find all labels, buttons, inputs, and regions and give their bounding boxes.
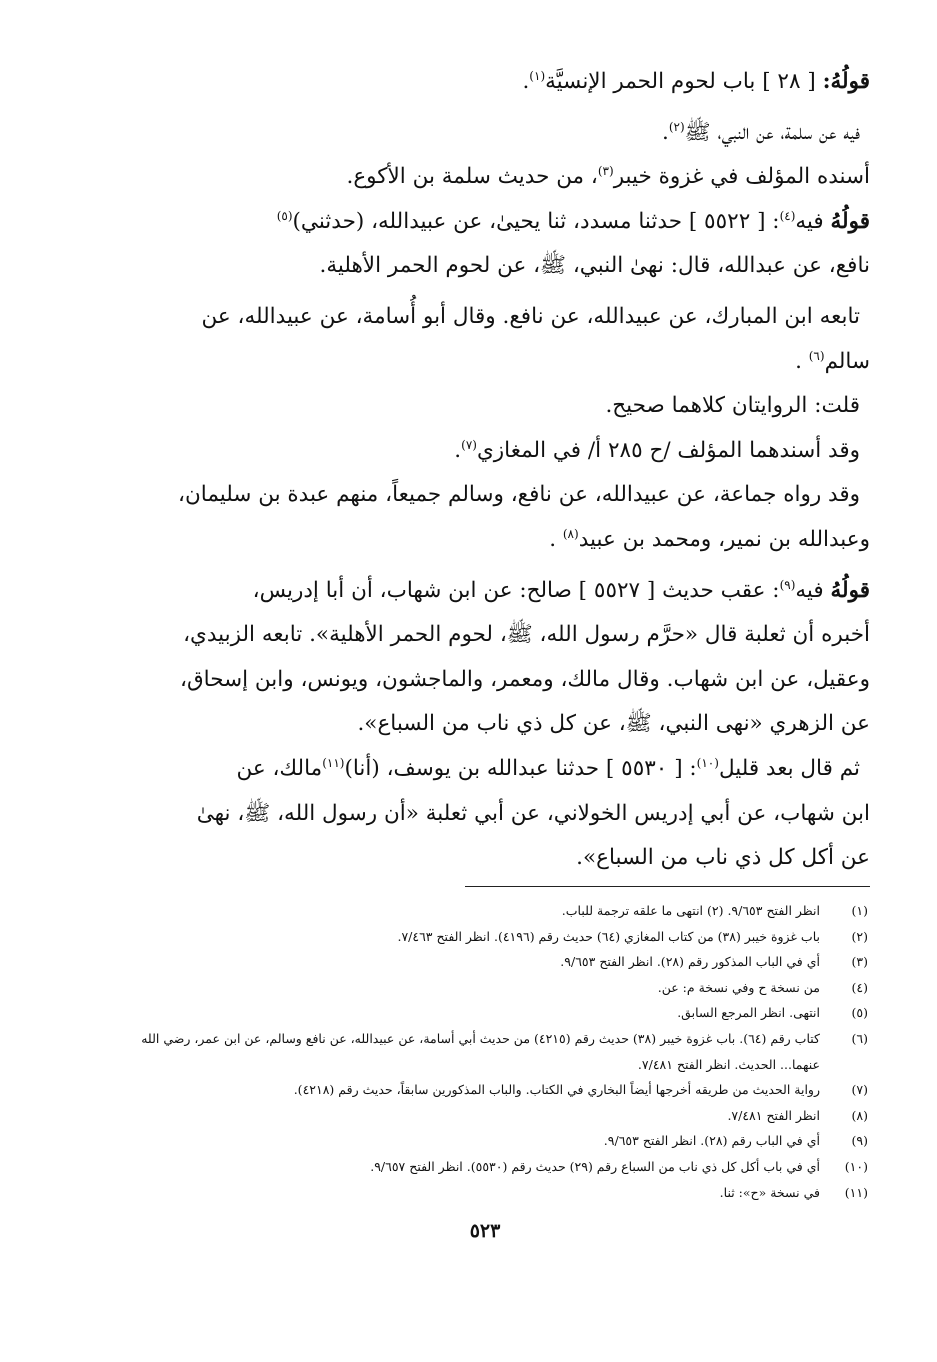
- footnote-ref[interactable]: (١١): [322, 755, 345, 770]
- footnote-number: (١٠): [844, 1158, 868, 1174]
- footnote-ref[interactable]: (١٠): [696, 755, 719, 770]
- footnote-number: (٥): [851, 1005, 868, 1021]
- text-line: أسنده المؤلف في غزوة خيبر$^{(٣)}$، من حديث سلمة بن الأكوع.: [346, 164, 870, 190]
- footnote: [100, 1077, 870, 1103]
- footnote-text: في نسخة «ح»: ثنا.: [719, 1184, 820, 1200]
- footnote-text: أي في باب أكل كل ذي ناب من السباع رقم (٢٩) حديث رقم (٥٥٣٠). انظر الفتح ٩/٦٥٧.: [370, 1158, 820, 1174]
- footnote-text: رواية الحديث من طريقه أخرجها أيضاً البخاري في الكتاب. والباب المذكورين سابقاً، حديث رقم (٤٢١٨).: [293, 1082, 820, 1098]
- footnote: [100, 1026, 870, 1077]
- text-line: وعقيل، عن ابن شهاب. وقال مالك، ومعمر، والماجشون، ويونس، وابن إسحاق،: [180, 666, 870, 692]
- footnote-number: (١): [851, 903, 868, 918]
- text-line: نافع، عن عبدالله، قال: نهىٰ النبي، ﷺ، عن لحوم الحمر الأهلية.: [319, 253, 870, 279]
- text-line: فيه عن سلمة، عن النبي، ﷺ$^{(٢)}$.: [662, 119, 860, 145]
- footnote-number: (٤): [851, 979, 868, 995]
- footnote: [100, 1000, 870, 1026]
- footnote-text: باب غزوة خيبر (٣٨) من كتاب المغازي (٦٤) حديث رقم (٤١٩٦). انظر الفتح ٧/٤٦٣.: [397, 928, 820, 944]
- footnote-ref[interactable]: (٦): [808, 348, 825, 363]
- text-line: وقد أسندهما المؤلف /ح ٢٨٥ أ/ في المغازي$^{(٧)}$.: [454, 437, 860, 463]
- text-line: عن الزهري «نهى النبي، ﷺ، عن كل ذي ناب من السباع».: [357, 711, 870, 737]
- footnote: [100, 898, 870, 924]
- footnote-text: انتهى. انظر المرجع السابق.: [677, 1005, 820, 1021]
- text-line: سالم$^{(٦)}$ .: [795, 348, 870, 374]
- footnote-number: (٧): [851, 1082, 868, 1098]
- footnote-text: كتاب رقم (٦٤). باب غزوة خيبر (٣٨) حديث رقم (٤٢١٥) من حديث أبي أسامة، عن عبيدالله، عن نافع وسالم، عن ابن عمر، رضي الله عنهما... الحديث. انظر الفتح ٧/٤٨١.: [141, 1030, 820, 1072]
- text-line: تابعه ابن المبارك، عن عبيدالله، عن نافع. وقال أبو أُسامة، عن عبيدالله، عن: [201, 303, 860, 329]
- footnote-text: انظر الفتح ٧/٤٨١.: [727, 1107, 820, 1123]
- footnote-ref[interactable]: (١): [529, 68, 546, 83]
- text-line: قلت: الروايتان كلاهما صحيح.: [605, 393, 860, 419]
- text-line: عن أكل كل ذي ناب من السباع».: [576, 845, 870, 871]
- text-line: وقد رواه جماعة، عن عبيدالله، عن نافع، وسالم جميعاً، منهم عبدة بن سليمان،: [178, 482, 860, 508]
- footnote-ref[interactable]: (٨): [562, 526, 579, 541]
- document-page: [100, 60, 870, 1310]
- page-number: ٥٢٣: [469, 1220, 501, 1242]
- footnote-number: (٨): [851, 1107, 868, 1123]
- footnote-ref[interactable]: (٣): [597, 164, 614, 179]
- text-line: أخبره أن ثعلبة قال «حرَّم رسول الله، ﷺ، لحوم الحمر الأهلية». تابعه الزبيدي،: [183, 622, 870, 648]
- text-line: وعبدالله بن نمير، ومحمد بن عبيد$^{(٨)}$ .: [549, 526, 870, 552]
- footnote-ref[interactable]: (٥): [276, 208, 293, 223]
- text-line: ثم قال بعد قليل$^{(١٠)}$: [ ٥٥٣٠ ] حدثنا عبدالله بن يوسف، (أنا)$^{(١١)}$مالك، عن: [236, 755, 860, 781]
- text-line: قولُهُ فيه$^{(٤)}$: [ ٥٥٢٢ ] حدثنا مسدد، ثنا يحيىٰ، عن عبيدالله، (حدثني)$^{(٥)}$: [276, 208, 870, 234]
- main-text: [100, 60, 870, 881]
- text-line: قولُهُ: [ ٢٨ ] باب لحوم الحمر الإنسيَّة$^{(١)}$.: [522, 68, 870, 94]
- footnote-number: (٦): [851, 1030, 868, 1046]
- footnote-ref[interactable]: (٧): [461, 437, 477, 452]
- footnote-divider: [465, 886, 870, 887]
- footnotes: [100, 898, 870, 1205]
- footnote: [100, 924, 870, 950]
- footnote: [100, 975, 870, 1001]
- footnote-ref[interactable]: (٩): [779, 577, 796, 592]
- footnote-number: (١١): [844, 1184, 868, 1200]
- footnote-text: من نسخة ح وفي نسخة م: عن.: [657, 979, 820, 995]
- footnote-number: (٩): [851, 1133, 868, 1149]
- text-line: ابن شهاب، عن أبي إدريس الخولاني، عن أبي ثعلبة «أن رسول الله، ﷺ، نهىٰ: [196, 800, 870, 826]
- footnote: [100, 1128, 870, 1154]
- footnote: [100, 1154, 870, 1180]
- footnote: [100, 1103, 870, 1129]
- footnote-number: (٢): [851, 928, 868, 944]
- footnote: [100, 1180, 870, 1206]
- footnote-text: أي في الباب رقم (٢٨). انظر الفتح ٩/٦٥٣.: [603, 1133, 820, 1149]
- footnote: [100, 949, 870, 975]
- footnote-ref[interactable]: (٢): [668, 119, 685, 134]
- footnote-number: (٣): [851, 954, 868, 970]
- footnote-ref[interactable]: (٤): [779, 208, 796, 223]
- footnote-text: انظر الفتح ٩/٦٥٣. (٢) انتهى ما علقه ترجمة للباب.: [561, 903, 820, 918]
- footnote-text: أي في الباب المذكور رقم (٢٨). انظر الفتح ٩/٦٥٣.: [560, 954, 820, 970]
- text-line: قولُهُ فيه$^{(٩)}$: عقب حديث [ ٥٥٢٧ ] صالح: عن ابن شهاب، أن أبا إدريس،: [252, 577, 870, 603]
